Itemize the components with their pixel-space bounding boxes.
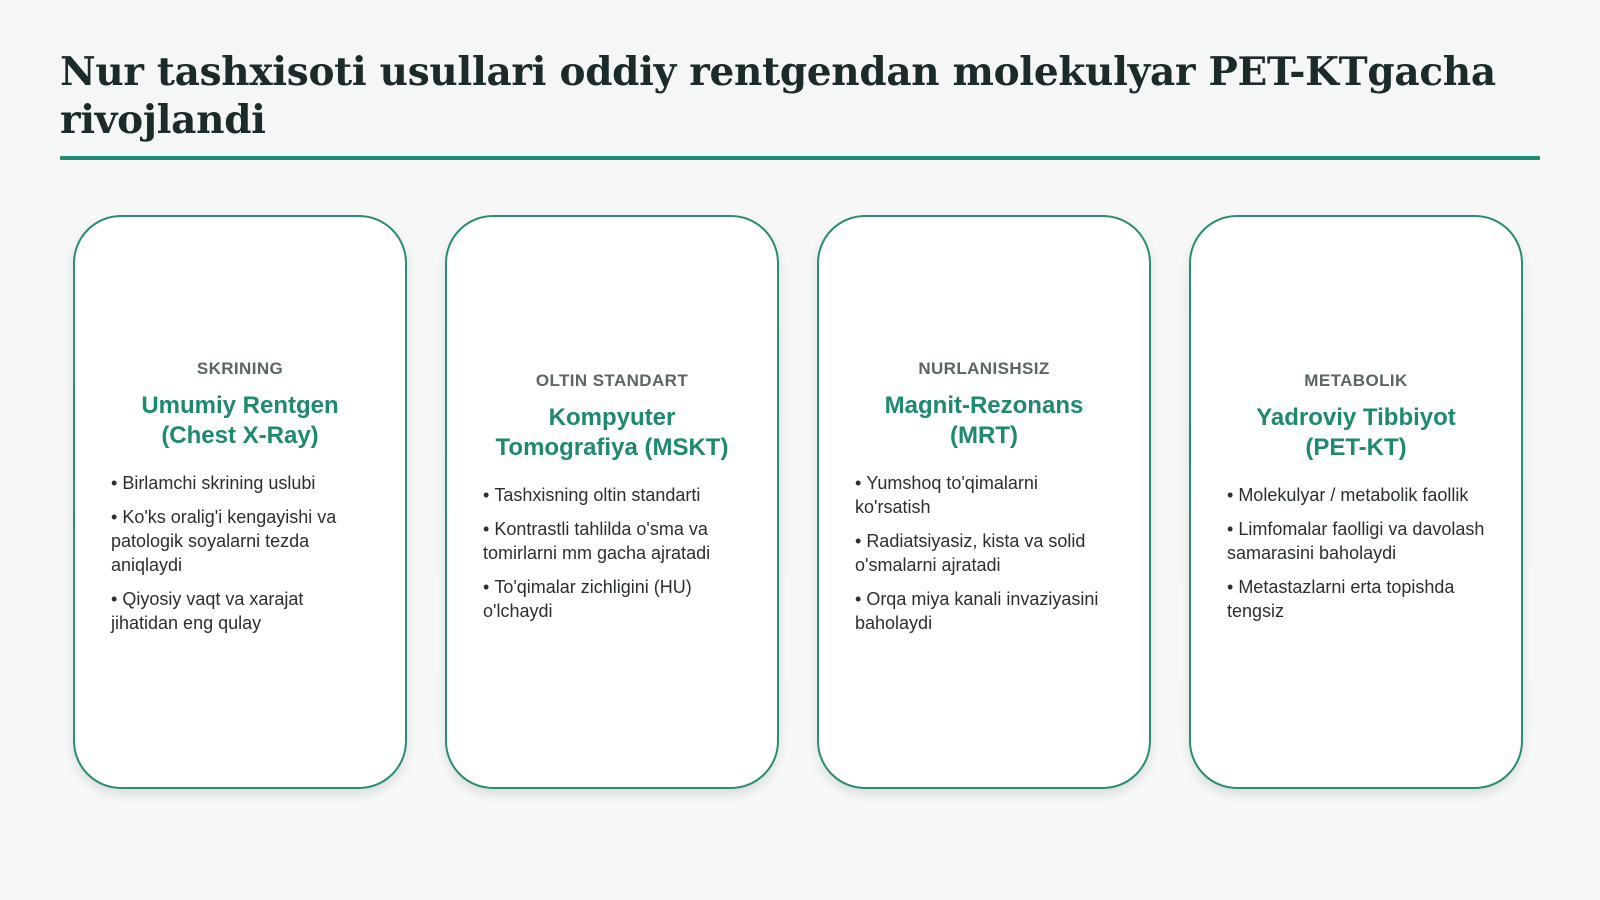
card-title: Kompyuter Tomografiya (MSKT) <box>495 404 729 461</box>
bullet-item: • Limfomalar faolligi va davolash samarasini baholaydi <box>1227 517 1485 565</box>
title-underline <box>60 156 1540 160</box>
bullet-item: • Birlamchi skrining uslubi <box>111 471 369 495</box>
card-row <box>73 215 1527 793</box>
card-kicker: SKRINING <box>196 359 284 378</box>
card-kicker: OLTIN STANDART <box>535 371 689 390</box>
card-mri <box>817 215 1151 789</box>
card-title: Umumiy Rentgen (Chest X-Ray) <box>141 392 339 449</box>
card-xray <box>73 215 407 789</box>
card-bullet-list <box>855 471 1113 645</box>
bullet-item: • Molekulyar / metabolik faollik <box>1227 483 1485 507</box>
bullet-item: • Tashxisning oltin standarti <box>483 483 741 507</box>
card-bullet-list <box>111 471 369 645</box>
card-pet-ct <box>1189 215 1523 789</box>
bullet-item: • Radiatsiyasiz, kista va solid o'smalarni ajratadi <box>855 529 1113 577</box>
card-bullet-list <box>1227 483 1485 633</box>
bullet-item: • Qiyosiy vaqt va xarajat jihatidan eng qulay <box>111 587 369 635</box>
bullet-item: • Yumshoq to'qimalarni ko'rsatish <box>855 471 1113 519</box>
bullet-item: • Metastazlarni erta topishda tengsiz <box>1227 575 1485 623</box>
card-kicker: NURLANISHSIZ <box>918 359 1050 378</box>
bullet-item: • Ko'ks oralig'i kengayishi va patologik soyalarni tezda aniqlaydi <box>111 505 369 577</box>
card-ct <box>445 215 779 789</box>
card-kicker: METABOLIK <box>1304 371 1408 390</box>
bullet-item: • To'qimalar zichligini (HU) o'lchaydi <box>483 575 741 623</box>
card-title: Magnit-Rezonans (MRT) <box>884 392 1084 449</box>
card-title: Yadroviy Tibbiyot (PET-KT) <box>1256 404 1456 461</box>
bullet-item: • Kontrastli tahlilda o'sma va tomirlarni mm gacha ajratadi <box>483 517 741 565</box>
bullet-item: • Orqa miya kanali invaziyasini baholaydi <box>855 587 1113 635</box>
slide-title: Nur tashxisoti usullari oddiy rentgendan molekulyar PET-KTgacha rivojlandi <box>60 49 1496 143</box>
card-bullet-list <box>483 483 741 633</box>
